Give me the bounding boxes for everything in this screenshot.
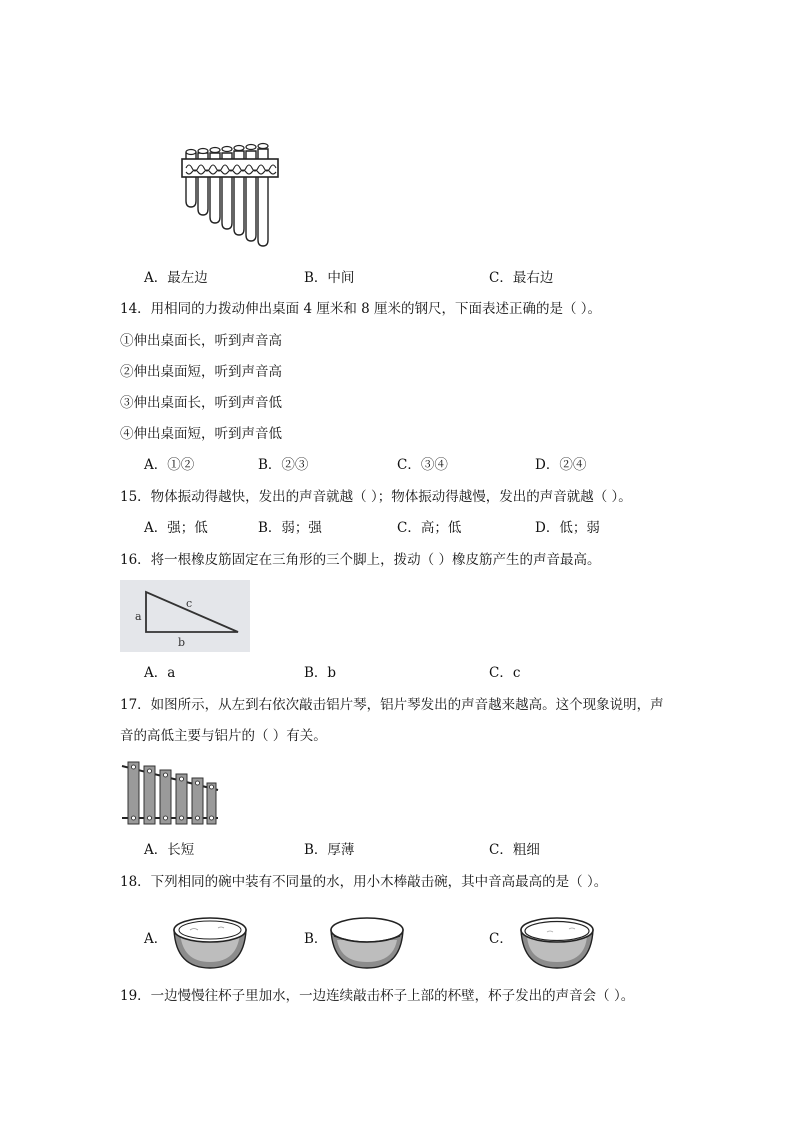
q15-option-c[interactable]: C．高；低 bbox=[397, 520, 462, 536]
q17-option-a[interactable]: A．长短 bbox=[144, 842, 195, 858]
q17-option-c[interactable]: C．粗细 bbox=[489, 842, 540, 858]
q18-option-a[interactable]: A． bbox=[144, 931, 168, 947]
q17-option-b[interactable]: B．厚薄 bbox=[304, 842, 355, 858]
q14-option-b[interactable]: B．②③ bbox=[258, 457, 309, 473]
triangle-figure bbox=[120, 580, 250, 652]
q16-option-a[interactable]: A．a bbox=[144, 665, 176, 681]
q14-option-d[interactable]: D．②④ bbox=[535, 457, 587, 473]
triangle-label-b: b bbox=[178, 636, 186, 649]
q18-option-b[interactable]: B． bbox=[304, 931, 328, 947]
q16-stem: 16．将一根橡皮筋固定在三角形的三个脚上，拨动（ ）橡皮筋产生的声音最高。 bbox=[120, 552, 601, 568]
triangle-label-a: a bbox=[135, 610, 142, 623]
q14-option-a[interactable]: A．①② bbox=[144, 457, 195, 473]
q14-option-c[interactable]: C．③④ bbox=[397, 457, 448, 473]
bowl-c-icon bbox=[517, 910, 597, 972]
q13-option-c[interactable]: C．最右边 bbox=[489, 270, 554, 286]
triangle-label-c: c bbox=[186, 597, 193, 610]
q14-statement-3: ③伸出桌面长，听到声音低 bbox=[120, 395, 282, 411]
q17-stem-line1: 17．如图所示，从左到右依次敲击铝片琴，铝片琴发出的声音越来越高。这个现象说明，声 bbox=[120, 697, 664, 713]
pan-flute-figure bbox=[180, 143, 280, 238]
bowl-b-icon bbox=[327, 910, 407, 972]
q15-option-d[interactable]: D．低；弱 bbox=[535, 520, 600, 536]
q16-option-c[interactable]: C．c bbox=[489, 665, 521, 681]
q18-stem: 18．下列相同的碗中装有不同量的水，用小木棒敲击碗，其中音高最高的是（ ）。 bbox=[120, 874, 608, 890]
q15-option-a[interactable]: A．强；低 bbox=[144, 520, 208, 536]
q15-option-b[interactable]: B．弱；强 bbox=[258, 520, 322, 536]
q14-stem: 14．用相同的力拨动伸出桌面 4 厘米和 8 厘米的钢尺，下面表述正确的是（ ）。 bbox=[120, 301, 602, 317]
glockenspiel-figure bbox=[120, 758, 220, 828]
q13-option-b[interactable]: B．中间 bbox=[304, 270, 355, 286]
q16-option-b[interactable]: B．b bbox=[304, 665, 337, 681]
q15-stem: 15．物体振动得越快，发出的声音就越（ ）；物体振动得越慢，发出的声音就越（ ）。 bbox=[120, 489, 632, 505]
q13-option-a[interactable]: A．最左边 bbox=[144, 270, 208, 286]
q14-statement-2: ②伸出桌面短，听到声音高 bbox=[120, 364, 282, 380]
q19-stem: 19．一边慢慢往杯子里加水，一边连续敲击杯子上部的杯壁，杯子发出的声音会（ ）。 bbox=[120, 988, 635, 1004]
q14-statement-1: ①伸出桌面长，听到声音高 bbox=[120, 333, 282, 349]
q14-statement-4: ④伸出桌面短，听到声音低 bbox=[120, 426, 282, 442]
q18-option-c[interactable]: C． bbox=[489, 931, 513, 947]
q17-stem-line2: 音的高低主要与铝片的（ ）有关。 bbox=[120, 728, 327, 744]
bowl-a-icon bbox=[170, 910, 250, 972]
